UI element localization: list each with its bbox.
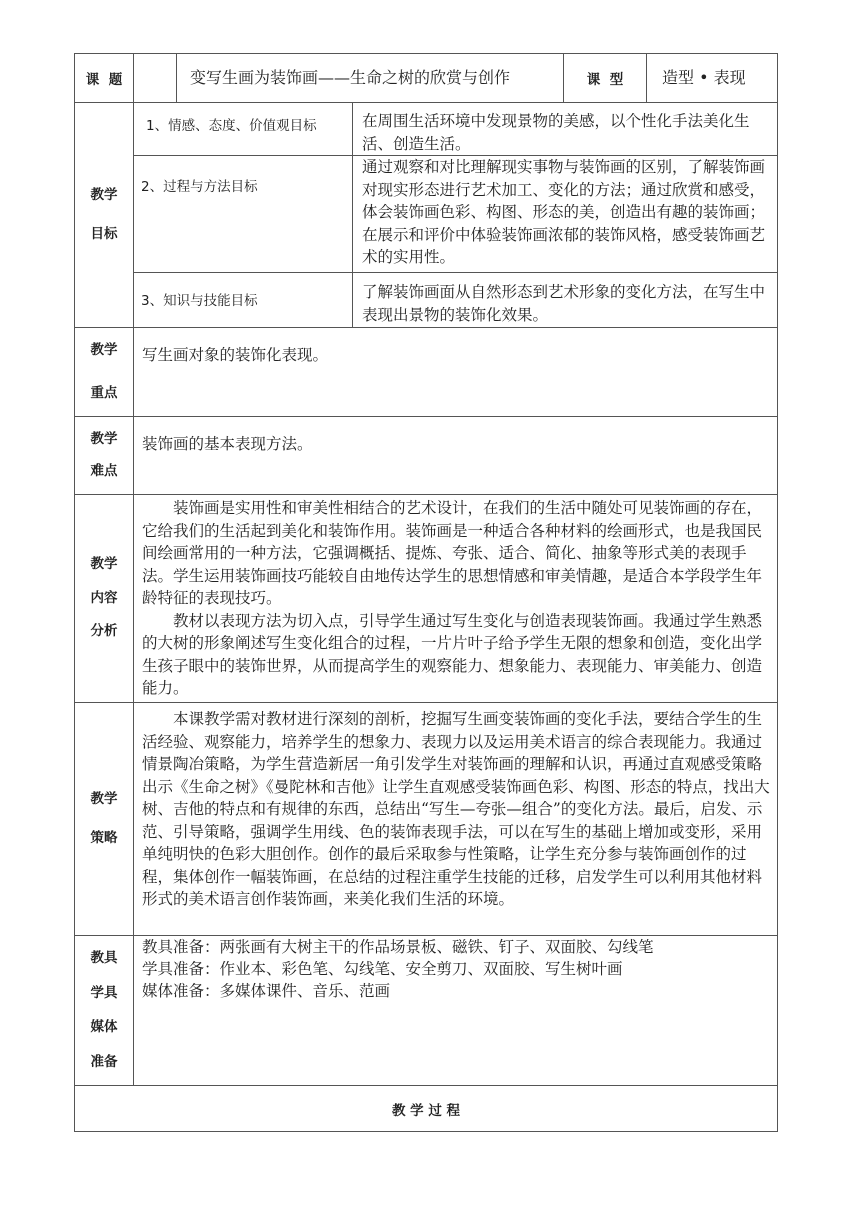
- materials-line-media: 媒体准备：多媒体课件、音乐、范画: [142, 982, 391, 1000]
- strategy-paragraph-1: 本课教学需对教材进行深刻的剖析，挖掘写生画变装饰画的变化手法，要结合学生的生活经验、观察能力，培养学生的想象力、表现力以及运用美术语言的综合表现能力。我通过情景陶冶策略，为学生营造新居一角引发学生对装饰画的理解和认识，再通过直观感受策略出示《生命之树》《曼陀林和吉他》让学生直观感受装饰画色彩、构图、形态的特点，找出大树、吉他的特点和有规律的东西，总结出“写生—夸张—组合”的变化方法。最后，启发、示范、引导策略，强调学生用线、色的装饰表现手法，可以在写生的基础上增加或变形，采用单纯明快的色彩大胆创作。创作的最后采取参与性策略，让学生充分参与装饰画创作的过程，集体创作一幅装饰画，在总结的过程注重学生技能的迁移，启发学生可以利用其他材料形式的美术语言创作装饰画，来美化我们生活的环境。: [142, 710, 770, 908]
- objective-text-1: 在周围生活环境中发现景物的美感，以个性化手法美化生活、创造生活。: [362, 112, 750, 153]
- title-label: 课 题: [85, 72, 123, 88]
- materials-line-teacher: 教具准备：两张画有大树主干的作品场景板、磁铁、钉子、双面胶、勾线笔: [142, 938, 654, 956]
- key-point-text: 写生画对象的装饰化表现。: [142, 346, 329, 364]
- materials-label: 教具 学具 媒体 准备: [90, 950, 118, 1070]
- materials-text: [142, 936, 770, 1002]
- lesson-title: 变写生画为装饰画——生命之树的欣赏与创作: [190, 67, 511, 87]
- strategy-label: 教学 策略: [90, 790, 118, 846]
- analysis-paragraph-1: 装饰画是实用性和审美性相结合的艺术设计，在我们的生活中随处可见装饰画的存在，它给我们的生活起到美化和装饰作用。装饰画是一种适合各种材料的绘画形式，也是我国民间绘画常用的一种方法，它强调概括、提炼、夸张、适合、简化、抽象等形式美的表现手法。学生运用装饰画技巧能较自由地传达学生的思想情感和审美情趣，是适合本学段学生年龄特征的表现技巧。: [142, 499, 763, 607]
- strategy-text: [142, 708, 770, 911]
- key-point-label: 教学 重点: [90, 341, 118, 401]
- objective-text-2: 通过观察和对比理解现实事物与装饰画的区别，了解装饰画对现实形态进行艺术加工、变化的方法；通过欣赏和感受，体会装饰画色彩、构图、形态的美，创造出有趣的装饰画；在展示和评价中体验装饰画浓郁的装饰风格，感受装饰画艺术的实用性。: [362, 158, 766, 266]
- process-heading: 教 学 过 程: [391, 1102, 461, 1119]
- difficulty-label: 教学 难点: [90, 431, 118, 479]
- type-label: 课 型: [586, 72, 624, 88]
- objective-name-1: 1、情感、态度、价值观目标: [146, 118, 317, 134]
- objective-name-3: 3、知识与技能目标: [141, 293, 258, 309]
- analysis-text: [142, 497, 770, 700]
- objective-name-2: 2、过程与方法目标: [141, 179, 258, 195]
- objectives-label: 教学 目标: [90, 186, 118, 242]
- analysis-paragraph-2: 教材以表现方法为切入点，引导学生通过写生变化与创造表现装饰画。我通过学生熟悉的大树的形象阐述写生变化组合的过程，一片片叶子给予学生无限的想象和创造，变化出学生孩子眼中的装饰世界，从而提高学生的观察能力、想象能力、表现能力、审美能力、创造能力。: [142, 611, 763, 697]
- materials-line-student: 学具准备：作业本、彩色笔、勾线笔、安全剪刀、双面胶、写生树叶画: [142, 960, 623, 978]
- difficulty-text: 装饰画的基本表现方法。: [142, 435, 313, 453]
- analysis-label: 教学 内容 分析: [90, 556, 118, 640]
- objective-text-3: 了解装饰画面从自然形态到艺术形象的变化方法，在写生中表现出景物的装饰化效果。: [362, 283, 766, 324]
- lesson-type: 造型 • 表现: [662, 67, 746, 87]
